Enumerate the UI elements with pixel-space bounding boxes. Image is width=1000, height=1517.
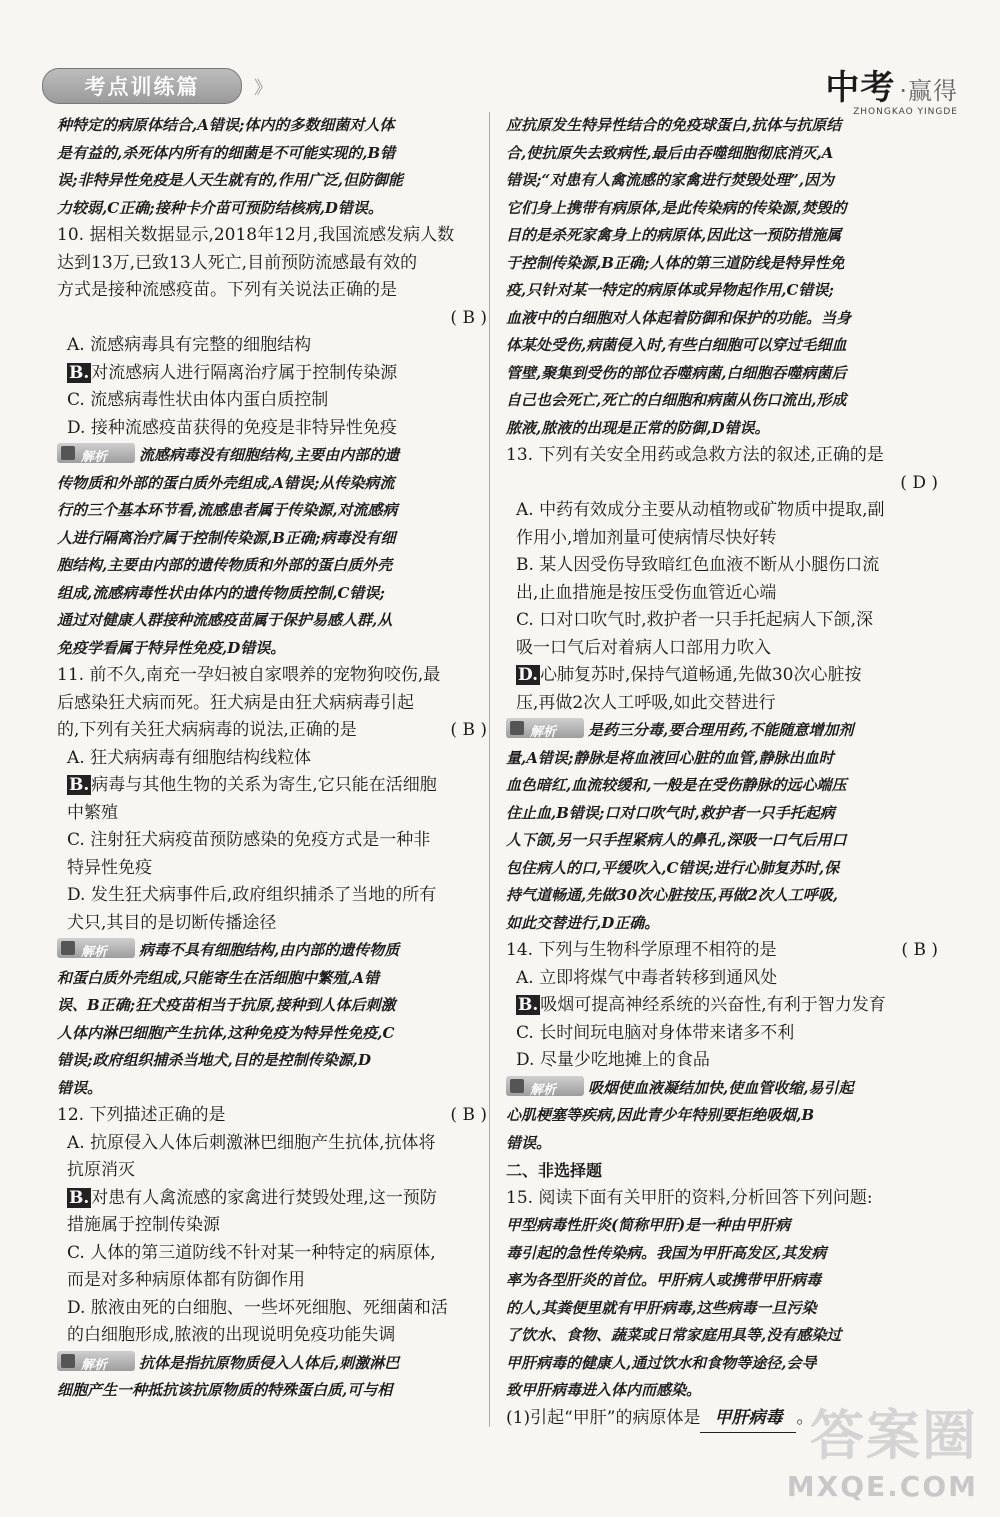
explanation-line: 错误。 bbox=[57, 1078, 103, 1097]
explanation-line: 于控制传染源,B正确;人体的第三道防线是特异性免 bbox=[506, 253, 845, 272]
logo-suffix: ·赢得 bbox=[899, 77, 958, 105]
explanation-tag-icon bbox=[506, 1076, 584, 1096]
option-line: C. 注射狂犬病疫苗预防感染的免疫方式是一种非 bbox=[67, 830, 431, 850]
explanation-line: 管壁,聚集到受伤的部位吞噬病菌,白细胞吞噬病菌后 bbox=[506, 363, 847, 382]
option-line: A. 狂犬病病毒有细胞结构线粒体 bbox=[67, 747, 312, 768]
explanation-line: 率为各型肝炎的首位。甲肝病人或携带甲肝病毒 bbox=[506, 1271, 822, 1289]
option-line: 犬只,其目的是切断传播途径 bbox=[67, 912, 277, 933]
explanation-line: 应抗原发生特异性结合的免疫球蛋白,抗体与抗原结 bbox=[506, 116, 842, 134]
explanation-line: 如此交替进行,D正确。 bbox=[506, 913, 660, 932]
explanation-line: 组成,流感病毒性状由体内的遗传物质控制,C错误; bbox=[57, 583, 385, 602]
explanation-line: 错误;“对患有人禽流感的家禽进行焚毁处理”,因为 bbox=[506, 171, 835, 189]
option-line: D. 接种流感疫苗获得的免疫是非特异性免疫 bbox=[67, 417, 397, 438]
explanation-line: 自己也会死亡,死亡的白细胞和病菌从伤口流出,形成 bbox=[506, 391, 847, 409]
option-line: 特异性免疫 bbox=[67, 857, 152, 878]
watermark-url: MXQE.COM bbox=[786, 1470, 978, 1503]
explanation-line bbox=[506, 717, 938, 745]
explanation-line bbox=[506, 1075, 938, 1103]
explanation-line: 行的三个基本环节看,流感患者属于传染源,对流感病 bbox=[57, 501, 398, 519]
option-line: C. 长时间玩电脑对身体带来诸多不利 bbox=[516, 1022, 795, 1043]
explanation-line: 力较弱,C正确;接种卡介苗可预防结核病,D错误。 bbox=[57, 198, 383, 217]
correct-option-marker: D. bbox=[518, 665, 539, 685]
explanation-line: 免疫学看属于特异性免疫,D错误。 bbox=[57, 638, 286, 657]
explanation-line: 人体内淋巴细胞产生抗体,这种免疫为特异性免疫,C bbox=[57, 1023, 395, 1042]
option-line: A. 抗原侵入人体后刺激淋巴细胞产生抗体,抗体将 bbox=[67, 1132, 436, 1153]
explanation-text: 流感病毒没有细胞结构,主要由内部的遗 bbox=[139, 446, 400, 464]
explanation-line bbox=[57, 1350, 487, 1378]
option-text: 对患有人禽流感的家禽进行焚毁处理,这一预防 bbox=[91, 1187, 437, 1208]
option-line: A. 立即将煤气中毒者转移到通风处 bbox=[516, 967, 778, 988]
answer-key: ( B ) bbox=[901, 940, 938, 960]
answer-key: ( B ) bbox=[450, 720, 487, 740]
explanation-line: 量,A错误;静脉是将血液回心脏的血管,静脉出血时 bbox=[506, 748, 834, 767]
question-line: 13. 下列有关安全用药或急救方法的叙述,正确的是 bbox=[506, 445, 884, 465]
explanation-line bbox=[57, 937, 487, 965]
option-line: C. 口对口吹气时,救护者一只手托起病人下颌,深 bbox=[516, 610, 874, 630]
correct-option-line bbox=[506, 662, 938, 690]
line-end: 。 bbox=[796, 1407, 814, 1428]
explanation-line: 血液中的白细胞对人体起着防御和保护的功能。当身 bbox=[506, 308, 852, 327]
explanation-line: 传物质和外部的蛋白质外壳组成,A错误;从传染病流 bbox=[57, 473, 395, 492]
explanation-text: 是药三分毒,要合理用药,不能随意增加剂 bbox=[588, 721, 854, 739]
explanation-line: 心肌梗塞等疾病,因此青少年特别要拒绝吸烟,B bbox=[506, 1106, 815, 1124]
option-line: 的白细胞形成,脓液的出现说明免疫功能失调 bbox=[67, 1325, 396, 1345]
explanation-line: 毒引起的急性传染病。我国为甲肝高发区,其发病 bbox=[506, 1243, 827, 1262]
answer-line bbox=[506, 470, 938, 498]
question-text: 14. 下列与生物科学原理不相符的是 bbox=[506, 940, 777, 960]
explanation-line: 误;非特异性免疫是人天生就有的,作用广泛,但防御能 bbox=[57, 171, 403, 189]
fill-blank-answer: 甲肝病毒 bbox=[700, 1405, 796, 1434]
option-line: D. 脓液由死的白细胞、一些坏死细胞、死细菌和活 bbox=[67, 1297, 448, 1318]
explanation-line: 目的是杀死家禽身上的病原体,因此这一预防措施属 bbox=[506, 226, 842, 244]
right-column bbox=[506, 112, 938, 1433]
question-line: 方式是接种流感疫苗。下列有关说法正确的是 bbox=[57, 280, 397, 300]
option-line: B. 某人因受伤导致暗红色血液不断从小腿伤口流 bbox=[516, 555, 880, 575]
page-header bbox=[0, 0, 1000, 117]
explanation-line bbox=[57, 442, 487, 470]
explanation-line: 包住病人的口,平缓吹入,C错误;进行心肺复苏时,保 bbox=[506, 858, 840, 877]
answer-key: ( B ) bbox=[450, 1105, 487, 1125]
question-line bbox=[506, 937, 938, 965]
explanation-line: 人下颌,另一只手捏紧病人的鼻孔,深吸一口气后用口 bbox=[506, 831, 847, 849]
explanation-line: 细胞产生一种抵抗该抗原物质的特殊蛋白质,可与相 bbox=[57, 1381, 393, 1399]
question-line bbox=[57, 1102, 487, 1130]
explanation-line: 通过对健康人群接种流感疫苗属于保护易感人群,从 bbox=[57, 611, 393, 629]
explanation-text: 吸烟使血液凝结加快,使血管收缩,易引起 bbox=[588, 1078, 854, 1097]
option-line: A. 流感病毒具有完整的细胞结构 bbox=[67, 335, 312, 355]
watermark-text: 答案圈 bbox=[810, 1404, 978, 1467]
explanation-line: 住止血,B错误;口对口吹气时,救护者一只手托起病 bbox=[506, 803, 835, 822]
question-line: 10. 据相关数据显示,2018年12月,我国流感发病人数 bbox=[57, 225, 455, 245]
explanation-line: 持气道畅通,先做30次心脏按压,再做2次人工呼吸, bbox=[506, 886, 838, 904]
correct-option-marker: B. bbox=[69, 362, 90, 383]
section-heading: 二、非选择题 bbox=[506, 1161, 603, 1180]
correct-option-line bbox=[57, 360, 487, 388]
correct-option-line bbox=[506, 992, 938, 1020]
answer-key: ( D ) bbox=[900, 472, 938, 493]
option-line: C. 人体的第三道防线不针对某一种特定的病原体, bbox=[67, 1242, 436, 1263]
logo-pinyin: ZHONGKAO YINGDE bbox=[853, 107, 958, 117]
explanation-line: 人进行隔离治疗属于控制传染源,B正确;病毒没有细 bbox=[57, 528, 396, 547]
question-text: (1)引起“甲肝”的病原体是 bbox=[506, 1407, 701, 1428]
option-text: 病毒与其他生物的关系为寄生,它只能在活细胞 bbox=[91, 775, 437, 795]
column-divider bbox=[489, 112, 490, 1427]
section-marker: 》 bbox=[254, 78, 272, 99]
option-line: 抗原消灭 bbox=[67, 1160, 135, 1180]
option-line: A. 中药有效成分主要从动植物或矿物质中提取,副 bbox=[516, 500, 885, 520]
watermark bbox=[787, 1393, 978, 1503]
explanation-line: 错误。 bbox=[506, 1133, 552, 1152]
answer-key: ( B ) bbox=[450, 307, 487, 328]
question-line bbox=[57, 717, 487, 745]
explanation-tag-icon bbox=[57, 938, 135, 958]
explanation-line: 甲型病毒性肝炎(简称甲肝)是一种由甲肝病 bbox=[506, 1216, 791, 1234]
question-line: 11. 前不久,南充一孕妇被自家喂养的宠物狗咬伤,最 bbox=[57, 665, 441, 685]
explanation-line: 脓液,脓液的出现是正常的防御,D错误。 bbox=[506, 418, 770, 437]
explanation-tag-icon bbox=[57, 443, 135, 463]
option-line: 中繁殖 bbox=[67, 802, 118, 823]
explanation-line: 体某处受伤,病菌侵入时,有些白细胞可以穿过毛细血 bbox=[506, 336, 847, 354]
option-line: D. 尽量少吃地摊上的食品 bbox=[516, 1050, 710, 1070]
explanation-text: 抗体是指抗原物质侵入人体后,刺激淋巴 bbox=[139, 1353, 400, 1372]
question-line: 后感染狂犬病而死。狂犬病是由狂犬病病毒引起 bbox=[57, 692, 414, 713]
explanation-line: 种特定的病原体结合,A错误;体内的多数细菌对人体 bbox=[57, 116, 395, 134]
option-line: 作用小,增加剂量可使病情尽快好转 bbox=[516, 527, 777, 548]
question-line: 15. 阅读下面有关甲肝的资料,分析回答下列问题: bbox=[506, 1187, 873, 1208]
correct-option-marker: B. bbox=[518, 995, 539, 1015]
option-line: C. 流感病毒性状由体内蛋白质控制 bbox=[67, 390, 329, 410]
explanation-line: 疫,只针对某一特定的病原体或异物起作用,C错误; bbox=[506, 281, 834, 299]
explanation-line: 的人,其粪便里就有甲肝病毒,这些病毒一旦污染 bbox=[506, 1298, 817, 1317]
explanation-line: 错误;政府组织捕杀当地犬,目的是控制传染源,D bbox=[57, 1051, 371, 1069]
explanation-line: 血色暗红,血流较缓和,一般是在受伤静脉的远心端压 bbox=[506, 776, 847, 794]
option-line: 而是对多种病原体都有防御作用 bbox=[67, 1270, 305, 1290]
correct-option-line bbox=[57, 1185, 487, 1213]
section-badge: 考点训练篇 bbox=[42, 68, 242, 104]
option-line: D. 发生狂犬病事件后,政府组织捕杀了当地的所有 bbox=[67, 885, 437, 905]
answer-line bbox=[57, 305, 487, 333]
correct-option-marker: B. bbox=[69, 775, 90, 795]
explanation-line: 它们身上携带有病原体,是此传染病的传染源,焚毁的 bbox=[506, 198, 847, 217]
explanation-line: 是有益的,杀死体内所有的细菌是不可能实现的,B错 bbox=[57, 143, 396, 162]
explanation-text: 病毒不具有细胞结构,由内部的遗传物质 bbox=[139, 941, 400, 959]
correct-option-line bbox=[57, 772, 487, 800]
option-line: 出,止血措施是按压受伤血管近心端 bbox=[516, 582, 777, 603]
option-text: 吸烟可提高神经系统的兴奋性,有利于智力发育 bbox=[540, 995, 886, 1015]
explanation-line: 合,使抗原失去致病性,最后由吞噬细胞彻底消灭,A bbox=[506, 143, 834, 162]
option-line: 措施属于控制传染源 bbox=[67, 1215, 220, 1235]
explanation-line: 致甲肝病毒进入体内而感染。 bbox=[506, 1381, 702, 1399]
logo-main: 中考 bbox=[825, 68, 896, 108]
option-text: 对流感病人进行隔离治疗属于控制传染源 bbox=[91, 362, 398, 383]
explanation-tag-icon bbox=[506, 718, 584, 738]
question-line: 达到13万,已致13人死亡,目前预防流感最有效的 bbox=[57, 252, 418, 273]
option-line: 压,再做2次人工呼吸,如此交替进行 bbox=[516, 692, 776, 713]
explanation-line: 甲肝病毒的健康人,通过饮水和食物等途径,会导 bbox=[506, 1353, 817, 1372]
correct-option-marker: B. bbox=[69, 1187, 90, 1208]
option-text: 心肺复苏时,保持气道畅通,先做30次心脏按 bbox=[540, 665, 862, 685]
explanation-line: 了饮水、食物、蔬菜或日常家庭用具等,没有感染过 bbox=[506, 1326, 842, 1344]
explanation-line: 误、B正确;狂犬疫苗相当于抗原,接种到人体后刺激 bbox=[57, 996, 396, 1014]
explanation-tag-icon bbox=[57, 1351, 135, 1371]
explanation-line: 胞结构,主要由内部的遗传物质和外部的蛋白质外壳 bbox=[57, 556, 393, 574]
question-text: 12. 下列描述正确的是 bbox=[57, 1105, 226, 1125]
question-text: 的,下列有关狂犬病病毒的说法,正确的是 bbox=[57, 720, 357, 740]
book-logo bbox=[825, 60, 958, 117]
option-line: 吸一口气后对着病人口部用力吹入 bbox=[516, 637, 771, 658]
left-column bbox=[57, 112, 487, 1405]
explanation-line: 和蛋白质外壳组成,只能寄生在活细胞中繁殖,A错 bbox=[57, 968, 380, 987]
